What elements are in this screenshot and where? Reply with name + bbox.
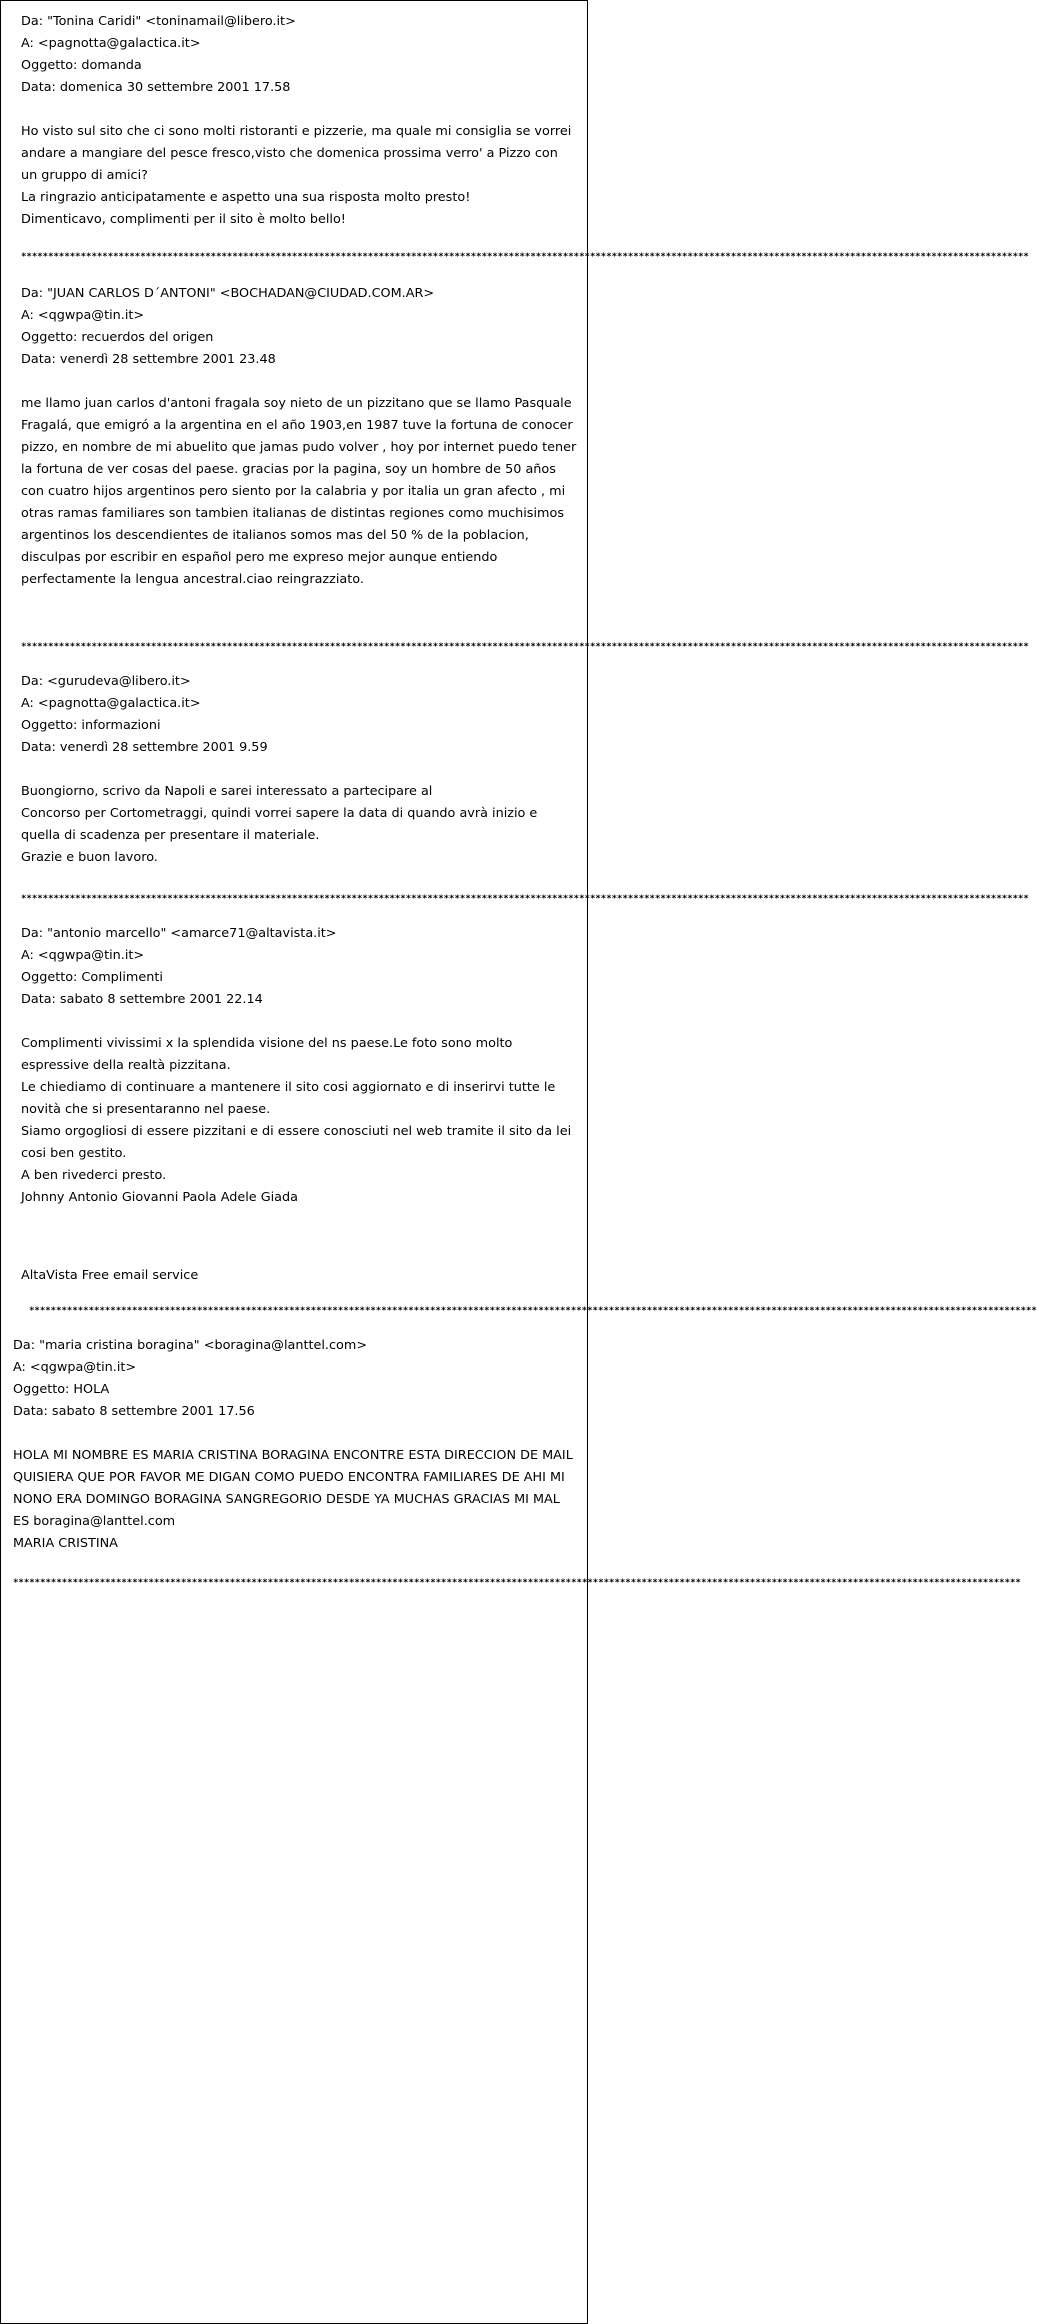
email-to: A: <pagnotta@galactica.it> (21, 36, 201, 51)
email-to: A: <qgwpa@tin.it> (21, 308, 145, 323)
email-subject: Oggetto: informazioni (21, 718, 161, 733)
email-date: Data: venerdì 28 settembre 2001 9.59 (21, 740, 268, 755)
email-body-paragraph: Dimenticavo, complimenti per il sito è molto bello! (21, 212, 346, 227)
email-subject: Oggetto: HOLA (13, 1382, 110, 1397)
email-subject: Oggetto: recuerdos del origen (21, 330, 214, 345)
separator-line: ****************************************************************************************************************************************************************************************** (21, 252, 1029, 262)
email-from: Da: "JUAN CARLOS D´ANTONI" <BOCHADAN@CIUDAD.COM.AR> (21, 286, 435, 301)
email-body-paragraph: Le chiediamo di continuare a mantenere il sito cosi aggiornato e di inserirvi tutte le novità che si presentaranno nel paese. (21, 1080, 556, 1117)
email-body-paragraph: MARIA CRISTINA (13, 1536, 118, 1551)
email-date: Data: sabato 8 settembre 2001 22.14 (21, 992, 263, 1007)
email-to: A: <qgwpa@tin.it> (21, 948, 145, 963)
separator-line: ****************************************************************************************************************************************************************************************** (21, 642, 1029, 652)
email-date: Data: domenica 30 settembre 2001 17.58 (21, 80, 291, 95)
email-body-paragraph: Concorso per Cortometraggi, quindi vorrei sapere la data di quando avrà inizio e quella di scadenza per presentare il materiale. (21, 806, 538, 843)
separator-line: ****************************************************************************************************************************************************************************************** (29, 1306, 1037, 1316)
email-subject: Oggetto: Complimenti (21, 970, 163, 985)
email-body-paragraph: La ringrazio anticipatamente e aspetto una sua risposta molto presto! (21, 190, 471, 205)
email-date: Data: sabato 8 settembre 2001 17.56 (13, 1404, 255, 1419)
email-body-paragraph: Buongiorno, scrivo da Napoli e sarei interessato a partecipare al (21, 784, 433, 799)
email-from: Da: "maria cristina boragina" <boragina@lanttel.com> (13, 1338, 368, 1353)
email-body-paragraph: me llamo juan carlos d'antoni fragala soy nieto de un pizzitano que se llamo Pasquale Fragalá, que emigró a la argentina en el año 1903,en 1987 tuve la fortuna de conocer pizzo, en nombre de mi abuelito que jamas pudo volver , hoy por internet puedo tener la fortuna de ver cosas del paese. gracias por la pagina, soy un hombre de 50 años con cuatro hijos argentinos pero siento por la calabria y por italia un gran afecto , mi otras ramas familiares son tambien italianas de distintas regiones como muchisimos argentinos los descendientes de italianos somos mas del 50 % de la poblacion, disculpas por escribir en español pero me expreso mejor aunque entiendo perfectamente la lengua ancestral.ciao reingrazziato. (21, 396, 577, 587)
email-message (21, 671, 561, 869)
email-message (21, 283, 579, 591)
email-message (21, 923, 577, 1209)
email-date: Data: venerdì 28 settembre 2001 23.48 (21, 352, 276, 367)
email-body-paragraph: Complimenti vivissimi x la splendida visione del ns paese.Le foto sono molto espressive della realtà pizzitana. (21, 1036, 513, 1073)
email-subject: Oggetto: domanda (21, 58, 142, 73)
email-from: Da: <gurudeva@libero.it> (21, 674, 191, 689)
email-to: A: <pagnotta@galactica.it> (21, 696, 201, 711)
separator-line: ****************************************************************************************************************************************************************************************** (21, 894, 1029, 904)
email-body-paragraph: HOLA MI NOMBRE ES MARIA CRISTINA BORAGINA ENCONTRE ESTA DIRECCION DE MAIL QUISIERA QUE POR FAVOR ME DIGAN COMO PUEDO ENCONTRA FAMILIARES DE AHI MI NONO ERA DOMINGO BORAGINA SANGREGORIO DESDE YA MUCHAS GRACIAS MI MAL ES boragina@lanttel.com (13, 1448, 573, 1529)
email-service-footer: AltaVista Free email service (21, 1268, 199, 1283)
email-from: Da: "Tonina Caridi" <toninamail@libero.it> (21, 14, 296, 29)
email-body-paragraph: Johnny Antonio Giovanni Paola Adele Giada (21, 1190, 298, 1205)
email-to: A: <qgwpa@tin.it> (13, 1360, 137, 1375)
separator-line: ****************************************************************************************************************************************************************************************** (13, 1578, 1021, 1588)
email-body-paragraph: Siamo orgogliosi di essere pizzitani e di essere conosciuti nel web tramite il sito da lei cosi ben gestito. (21, 1124, 572, 1161)
email-message (21, 11, 573, 231)
email-message (13, 1335, 579, 1555)
email-from: Da: "antonio marcello" <amarce71@altavista.it> (21, 926, 337, 941)
email-body-paragraph: A ben rivederci presto. (21, 1168, 167, 1183)
email-body-paragraph: Grazie e buon lavoro. (21, 850, 158, 865)
email-body-paragraph: Ho visto sul sito che ci sono molti ristoranti e pizzerie, ma quale mi consiglia se vorrei andare a mangiare del pesce fresco,visto che domenica prossima verro' a Pizzo con un gruppo di amici? (21, 124, 572, 183)
